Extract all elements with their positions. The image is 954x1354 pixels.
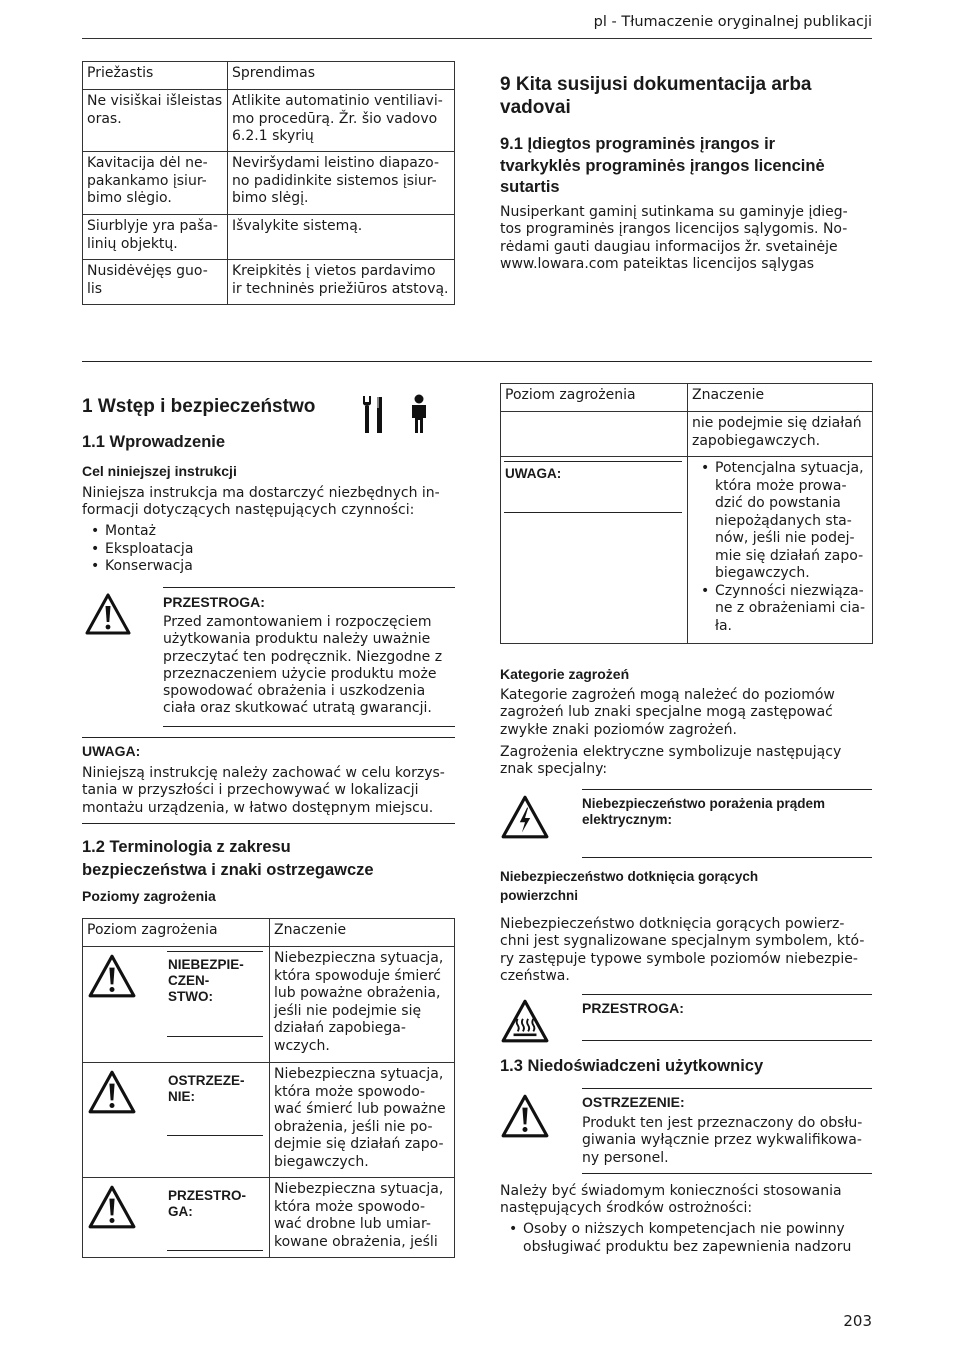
table-cell (501, 412, 688, 457)
table-cell: Atlikite automatinio ventiliavi- mo procedūrą. Žr. šio vadovo 6.2.1 skyrių (228, 90, 455, 152)
hazard-meaning (688, 457, 873, 644)
table-cell: Kavitacija dėl ne- pakankamo įsiur- bimo slėgio. (83, 152, 228, 215)
hot-caution-label: PRZESTROGA: (582, 1000, 684, 1016)
note-top-rule (82, 737, 455, 738)
note-bottom-rule (82, 823, 455, 824)
caution-top-rule (163, 587, 455, 588)
hazard-label-caution: PRZESTRO- GA: (168, 1188, 247, 1219)
warning-triangle-icon (87, 1069, 137, 1115)
list-item: • Osoby o niższych kompetencjach nie powinny obsługiwać produktu bez zapewnienia nadzoru (500, 1221, 851, 1256)
categories-text: Kategorie zagrożeń mogą należeć do poziomów zagrożeń lub znaki specjalne mogą zastępować zwykłe znaki poziomów zagrożeń. (500, 687, 835, 738)
tools-icon (360, 394, 386, 434)
hazard-label-warning: OSTRZEZE- NIE: (168, 1073, 245, 1104)
table-cell: Neviršydami leistino diapazo- no padidinkite sistemos įsiur- bimo slėgį. (228, 152, 455, 215)
precautions-list (500, 1221, 851, 1256)
levels-title: Poziomy zagrożenia (82, 888, 216, 904)
purpose-text: Niniejsza instrukcja ma dostarczyć niezbędnych in- formacji dotyczących następujących czynności: (82, 485, 440, 519)
hazard-meaning: Niebezpieczna sytuacja, która spowoduje śmierć lub poważne obrażenia, jeśli nie podejmie się działań zapobiega- wczych. (270, 947, 455, 1063)
caution-label: PRZESTROGA: (163, 594, 265, 610)
table-header-meaning: Znaczenie (270, 919, 455, 947)
page-header: pl - Tłumaczenie oryginalnej publikacji (593, 14, 872, 30)
note-meaning-list (692, 460, 868, 635)
section-9-title: 9 Kita susijusi dokumentacija arba vadovai (500, 74, 812, 118)
table-cell: Nusidėvėjęs guo- lis (83, 260, 228, 305)
categories-title: Kategorie zagrożeń (500, 666, 630, 682)
table-row (83, 1178, 455, 1258)
hot-surface-icon (500, 998, 550, 1044)
table-cell: Siurblyje yra paša- linių objektų. (83, 215, 228, 260)
hazard-levels-table (82, 918, 455, 1258)
table-header-cause: Priežastis (83, 62, 228, 90)
section-1-title: 1 Wstęp i bezpieczeństwo (82, 396, 316, 417)
warning-triangle-icon (84, 592, 132, 636)
precautions-text: Należy być świadomym konieczności stosowania następujących środków ostrożności: (500, 1183, 842, 1217)
table-row (501, 412, 873, 457)
hazard-label-danger: NIEBEZPIE- CZEN- STWO: (168, 957, 244, 1004)
electric-intro-text: Zagrożenia elektryczne symbolizuje następujący znak specjalny: (500, 744, 842, 778)
list-item: • Montaż (82, 523, 193, 541)
list-item: • Eksploatacja (82, 541, 193, 559)
hot-caution-top-rule (582, 994, 872, 995)
hazard-level-cell (83, 947, 270, 1063)
electric-hazard-label: Niebezpieczeństwo porażenia prądem elektrycznym: (582, 796, 826, 827)
table-header-meaning: Znaczenie (688, 384, 873, 412)
table-header-solution: Sprendimas (228, 62, 455, 90)
hazard-level-cell (83, 1178, 270, 1258)
section-divider (82, 361, 872, 362)
warning-triangle-icon (500, 1093, 550, 1139)
table-cell: Išvalykite sistemą. (228, 215, 455, 260)
table-header-level: Poziom zagrożenia (83, 919, 270, 947)
electric-top-rule (582, 789, 872, 790)
table-header-level: Poziom zagrożenia (501, 384, 688, 412)
warning-label: OSTRZEZENIE: (582, 1094, 685, 1110)
page-number: 203 (843, 1312, 872, 1330)
hot-caution-bottom-rule (582, 1040, 872, 1041)
list-item: • Konserwacja (82, 558, 193, 576)
hot-surface-title: Niebezpieczeństwo dotknięcia gorących powierzchni (500, 869, 759, 903)
hazard-label-note: UWAGA: (505, 466, 562, 481)
table-cell: Ne visiškai išleistas oras. (83, 90, 228, 152)
section-1-2-title: 1.2 Terminologia z zakresu bezpieczeństwa i znaki ostrzegawcze (82, 838, 374, 879)
troubleshooting-table (82, 61, 455, 305)
table-row (83, 260, 455, 305)
section-9-1-title: 9.1 Įdiegtos programinės įrangos ir tvarkyklės programinės įrangos licencinė sutartis (500, 135, 825, 196)
hazard-meaning: Niebezpieczna sytuacja, która może spowodo- wać śmierć lub poważne obrażenia, jeśli nie po- dejmie się działań zapo- biegawczych. (270, 1063, 455, 1178)
hot-surface-text: Niebezpieczeństwo dotknięcia gorących powierz- chni jest sygnalizowane specjalnym symbolem, któ- ry zastępuje typowe symbole poziomów niebezpie- czeństwa. (500, 916, 865, 984)
table-row (83, 1063, 455, 1178)
tasks-list (82, 523, 193, 576)
warning-top-rule (582, 1088, 872, 1089)
electric-bottom-rule (582, 857, 872, 858)
table-row (83, 152, 455, 215)
section-9-1-text: Nusiperkant gaminį sutinkama su gaminyje įdieg- tos programinės įrangos licencijos sąlygomis. No- rėdami gauti daugiau informacijos žr. svetainėje www.lowara.com pateiktas licencijos sąlygas (500, 204, 848, 272)
list-item: • Potencjalna sytuacja, która może prowa- dzić do powstania niepożądanych sta- nów, jeśli nie podej- mie się działań zapo- biegawczych. (692, 460, 868, 583)
warning-text: Produkt ten jest przeznaczony do obsłu- giwania wyłącznie przez wykwalifikowa- ny personel. (582, 1115, 863, 1166)
hazard-levels-table-continued (500, 383, 873, 644)
section-1-1-title: 1.1 Wprowadzenie (82, 433, 226, 451)
hazard-meaning: nie podejmie się działań zapobiegawczych. (688, 412, 873, 457)
warning-bottom-rule (582, 1173, 872, 1174)
hazard-meaning: Niebezpieczna sytuacja, która może spowodo- wać drobne lub umiar- kowane obrażenia, jeśli (270, 1178, 455, 1258)
hazard-level-cell (501, 457, 688, 644)
table-row (83, 947, 455, 1063)
purpose-title: Cel niniejszej instrukcji (82, 463, 237, 479)
electric-hazard-icon (500, 794, 550, 840)
warning-triangle-icon (87, 1184, 137, 1230)
note-label: UWAGA: (82, 743, 141, 759)
section-1-3-title: 1.3 Niedoświadczeni użytkownicy (500, 1057, 764, 1075)
header-divider (82, 38, 872, 39)
person-icon (406, 394, 432, 434)
caution-bottom-rule (163, 726, 455, 727)
warning-triangle-icon (87, 953, 137, 999)
note-text: Niniejszą instrukcję należy zachować w celu korzys- tania w przyszłości i przechowywać w lokalizacji montażu urządzenia, w łatwo dostępnym miejscu. (82, 765, 445, 816)
list-item: • Czynności niezwiąza- ne z obrażeniami cia- ła. (692, 583, 868, 636)
hazard-level-cell (83, 1063, 270, 1178)
table-row (83, 215, 455, 260)
table-row (501, 457, 873, 644)
caution-text: Przed zamontowaniem i rozpoczęciem użytkowania produktu należy uważnie przeczytać ten podręcznik. Niezgodne z przeznaczeniem użycie produktu może spowodować obrażenia i uszkodzenia ciała oraz skutkować utratą gwarancji. (163, 614, 443, 717)
table-row (83, 90, 455, 152)
table-cell: Kreipkitės į vietos pardavimo ir techninės priežiūros atstovą. (228, 260, 455, 305)
